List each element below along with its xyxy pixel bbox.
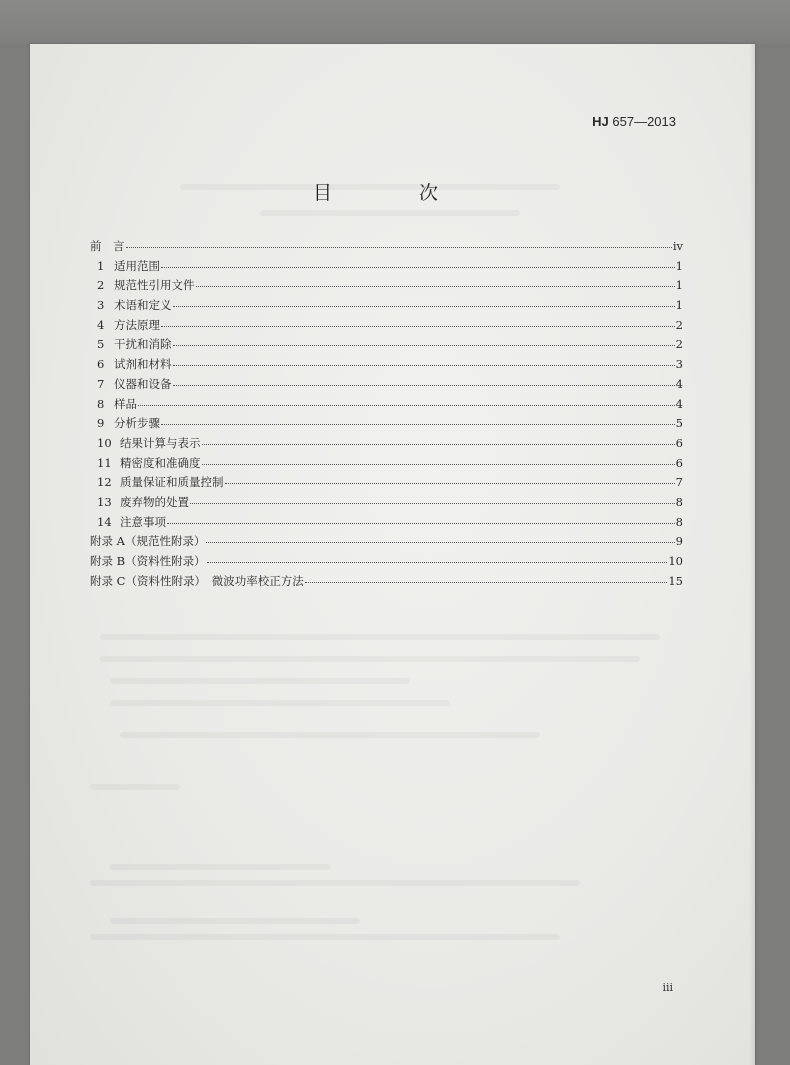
toc-entry-6[interactable] [90,355,683,375]
toc-entry-page: 3 [675,357,683,372]
toc-entry-label: 样品 [114,396,137,411]
toc-entry-number: 5 [97,337,105,352]
toc-leader-dots [207,561,668,563]
toc-entry-page: 7 [675,475,683,490]
document-page [30,44,755,1065]
toc-entry-number: 10 [97,435,112,450]
show-through-text [90,934,560,940]
show-through-text [260,210,520,216]
toc-leader-dots [206,541,674,543]
toc-entry-number: 8 [97,396,105,411]
show-through-text [110,700,450,706]
standard-code-prefix: HJ [592,114,609,129]
table-of-contents [90,237,683,591]
toc-entry-2[interactable] [90,276,683,296]
toc-entry-page: 10 [668,554,683,568]
show-through-text [90,784,180,790]
toc-entry-label: 仪器和设备 [114,376,172,391]
toc-entry-label: 质量保证和质量控制 [120,475,224,490]
toc-entry-page: 2 [675,337,683,352]
toc-entry-label: 干扰和消除 [114,337,172,352]
toc-entry-number: 7 [97,376,105,391]
toc-entry-13[interactable] [90,493,683,513]
toc-leader-dots [196,285,675,287]
toc-entry-page: 5 [675,416,683,431]
toc-entry-label: 方法原理 [114,317,160,332]
toc-entry-number: 6 [97,357,105,372]
toc-entry-8[interactable] [90,395,683,415]
toc-entry-page: 2 [675,317,683,332]
toc-entry-label: 精密度和准确度 [120,455,201,470]
toc-entry-label: 规范性引用文件 [114,278,195,293]
toc-entry-label: 废弃物的处置 [120,494,189,509]
toc-entry-number: 9 [97,416,105,431]
show-through-text [110,918,360,924]
toc-leader-dots [225,482,675,484]
toc-entry-appendix-a[interactable] [90,532,683,552]
page-number: iii [662,981,673,994]
toc-entry-label: 试剂和材料 [114,357,172,372]
toc-leader-dots [202,463,675,465]
toc-entry-number: 3 [97,298,105,313]
toc-entry-label: 附录 C（资料性附录） 微波功率校正方法 [90,573,304,588]
toc-entry-number: 14 [97,514,112,529]
toc-entry-page: 9 [675,534,683,549]
background-top [0,0,790,44]
toc-entry-appendix-c[interactable] [90,572,683,592]
toc-entry-14[interactable] [90,513,683,533]
toc-leader-dots [202,443,675,445]
show-through-text [100,634,660,640]
toc-entry-number: 2 [97,278,105,293]
toc-entry-number: 13 [97,494,112,509]
toc-entry-page: 6 [675,455,683,470]
toc-leader-dots [173,344,675,346]
toc-entry-number: 4 [97,317,105,332]
toc-entry-label: 附录 A（规范性附录） [90,534,206,549]
toc-entry-label: 术语和定义 [114,298,172,313]
toc-entry-label: 前 言 [90,239,125,253]
standard-code-suffix: 657—2013 [612,114,676,129]
toc-leader-dots [173,364,675,366]
toc-leader-dots [305,581,668,583]
toc-leader-dots [161,423,675,425]
toc-entry-11[interactable] [90,454,683,474]
toc-entry-label: 附录 B（资料性附录） [90,554,206,568]
toc-entry-number: 12 [97,475,112,490]
show-through-text [100,656,640,662]
toc-entry-page: 8 [675,494,683,509]
toc-entry-number: 1 [97,258,105,273]
toc-entry-appendix-b[interactable] [90,552,683,572]
toc-entry-12[interactable] [90,473,683,493]
toc-entry-page: 1 [675,258,683,273]
toc-entry-page: 1 [675,298,683,313]
toc-entry-page: 4 [675,376,683,391]
show-through-text [110,864,330,870]
toc-entry-9[interactable] [90,414,683,434]
toc-leader-dots [126,246,672,248]
toc-leader-dots [167,522,675,524]
toc-entry-page: 1 [675,278,683,293]
toc-entry-4[interactable] [90,316,683,336]
toc-entry-page: 6 [675,435,683,450]
toc-entry-label: 分析步骤 [114,416,160,431]
standard-code [592,114,676,129]
toc-entry-number: 11 [97,455,112,470]
toc-entry-5[interactable] [90,335,683,355]
show-through-text [110,678,410,684]
toc-entry-1[interactable] [90,257,683,277]
toc-entry-10[interactable] [90,434,683,454]
toc-leader-dots [173,305,675,307]
toc-entry-label: 适用范围 [114,258,160,273]
toc-leader-dots [173,384,675,386]
toc-leader-dots [138,404,675,406]
toc-entry-page: 15 [668,573,683,588]
toc-entry-label: 注意事项 [120,514,166,529]
toc-leader-dots [161,266,675,268]
show-through-text [90,880,580,886]
toc-entry-label: 结果计算与表示 [120,435,201,450]
toc-leader-dots [161,325,675,327]
show-through-text [120,732,540,738]
toc-entry-page: 4 [675,396,683,411]
toc-entry-page: iv [672,239,683,253]
toc-entry-page: 8 [675,514,683,529]
toc-title: 目 次 [312,182,472,204]
toc-entry-3[interactable] [90,296,683,316]
toc-entry-foreword[interactable] [90,237,683,257]
toc-entry-7[interactable] [90,375,683,395]
toc-leader-dots [190,502,675,504]
